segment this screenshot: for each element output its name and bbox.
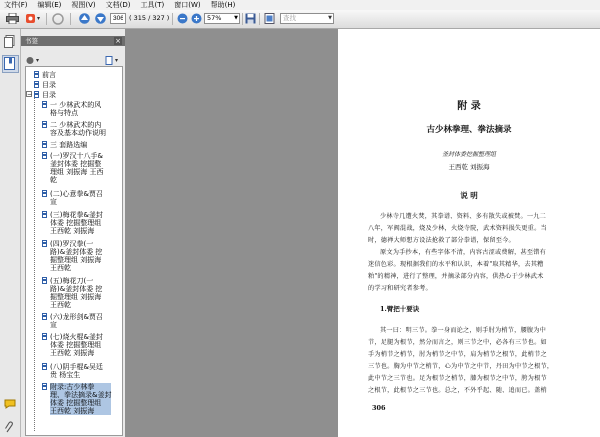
section-heading: 说 明: [460, 191, 478, 200]
toolbar-divider: [172, 13, 173, 25]
bookmark-item[interactable]: [42, 152, 103, 184]
attachments-button[interactable]: [4, 421, 14, 435]
close-icon[interactable]: ×: [115, 37, 121, 45]
bookmark-icon: [42, 101, 47, 108]
paragraph-line: 粕"的精神，进行了整理，并摘录部分内容，供热心于少林武术: [368, 273, 544, 280]
bookmark-item[interactable]: [34, 71, 56, 79]
paragraph-line: 三节也。胸为中节之梢节，心为中节之中节，丹田为中节之根节，: [368, 363, 554, 370]
bookmark-icon: [42, 121, 47, 128]
bookmark-icon: [42, 141, 47, 148]
paperclip-icon: [4, 421, 14, 433]
chevron-down-icon: ▼: [328, 15, 332, 21]
search-placeholder: 查找: [283, 14, 296, 22]
menu-bar: [0, 0, 600, 10]
panel-header: [21, 36, 125, 46]
bookmark-label: 目录: [42, 91, 56, 99]
pages-button[interactable]: [4, 35, 15, 50]
bookmark-item[interactable]: [42, 240, 102, 272]
bookmark-icon: [42, 277, 47, 284]
paragraph-line: 原文为手抄本，有些字体不清，内容古涩或费解，甚至错有: [380, 249, 547, 256]
bookmark-icon: [42, 211, 47, 218]
pages-icon: [4, 35, 15, 48]
bookmark-tree: [25, 66, 123, 436]
bookmark-label: 二 少林武术的内 容及基本动作说明: [50, 121, 106, 137]
bookmark-label: (一)罗汉十八手& 釜封体委 挖掘整 理组 刘振海 王西 乾: [50, 152, 104, 184]
comment-icon: [4, 399, 16, 409]
paragraph-line: 节，足腿为根节，然分而言之，则三节之中，必各有三节也。如: [368, 339, 547, 346]
toolbar: [0, 10, 600, 29]
paragraph-line: 八年，军阀混战，烧及少林，火烧寺院，武术资料损失更重。当: [368, 225, 547, 232]
comments-button[interactable]: [4, 399, 16, 411]
subsection-heading: 1.臂把十要诀: [380, 305, 420, 313]
paragraph-line: 时，德禅大师想方设法抢救了部分拳谱，保留至今。: [368, 237, 515, 244]
bookmark-icon: [34, 71, 39, 78]
fit-page-icon: [264, 13, 275, 24]
bookmark-item[interactable]: [42, 363, 103, 379]
bookmark-label: 前言: [42, 71, 56, 79]
menu-view[interactable]: 视图(V): [71, 1, 96, 9]
bookmark-item-selected[interactable]: [42, 383, 111, 415]
bookmark-label: (五)梅花刀(一 路)&釜封体委 挖 掘整理组 刘振海 王西乾: [50, 277, 103, 309]
arrow-up-icon: [79, 13, 90, 24]
search-input[interactable]: [280, 13, 334, 24]
zoom-out-button[interactable]: [176, 12, 189, 25]
bookmark-item[interactable]: [34, 81, 56, 89]
paragraph-line: 迷信色彩。现根据我们的水平和认识，本着"取其精华，去其糟: [368, 261, 544, 268]
bookmark-icon: [42, 190, 47, 197]
bookmark-item[interactable]: [42, 211, 103, 235]
paragraph-line: 的学习和研究者参考。: [368, 285, 432, 292]
bookmark-label: (七)烧火棍&釜封 体委 挖掘整理组 王西乾 刘振海: [50, 333, 103, 357]
bookmark-label: 附录:古少林拳 理、拳法摘录&釜封 体委 挖掘整理组 王西乾 刘振海: [50, 383, 112, 415]
bookmark-label: (三)梅花拳&釜封 体委 挖掘整理组 王西乾 刘振海: [50, 211, 103, 235]
paragraph-line: 手为梢节之梢节，肘为梢节之中节，肩为梢节之根节，此梢节之: [368, 351, 547, 358]
bookmark-icon: [42, 383, 47, 390]
page-count-label: ( 315 / 327 ): [129, 14, 170, 22]
paragraph-line: 之根节，此根节之三节也。总之，不外乎起、随、追而已。盖梢: [368, 387, 547, 394]
toolbar-divider: [242, 13, 243, 25]
bookmark-item[interactable]: [42, 121, 106, 137]
bookmarks-panel: [21, 29, 125, 437]
organization-line: 釜封体委挖掘整理组: [441, 151, 496, 158]
zoom-out-icon: [177, 13, 188, 24]
sync-button[interactable]: [50, 12, 66, 25]
menu-window[interactable]: 窗口(W): [174, 1, 201, 9]
paragraph-line: 少林寺几遭火焚，其拳谱、资料、多有散失或被焚。一九二: [380, 213, 547, 220]
options-icon: [26, 56, 40, 65]
share-button[interactable]: [24, 12, 42, 25]
bookmark-item[interactable]: [42, 101, 101, 117]
bookmark-label: (六)龙形剑&贾召 宣: [50, 313, 103, 329]
bookmark-label: 一 少林武术的风 格与特点: [50, 101, 102, 117]
authors-line: 王西乾 刘振海: [448, 163, 490, 171]
menu-edit[interactable]: 编辑(E): [37, 1, 62, 9]
print-button[interactable]: [4, 12, 20, 25]
printer-icon: [6, 13, 19, 24]
bookmark-label: (四)罗汉拳(一 路)&釜封体委 挖 掘整理组 刘振海 王西乾: [50, 240, 103, 272]
bookmark-icon: [34, 91, 39, 98]
bookmark-item[interactable]: [42, 141, 87, 149]
navigation-rail: [0, 29, 21, 437]
menu-document[interactable]: 文档(D): [105, 1, 131, 9]
bookmark-tree-guide: [34, 91, 36, 431]
menu-help[interactable]: 帮助(H): [210, 1, 236, 9]
new-bookmark-icon: [105, 56, 119, 65]
paragraph-line: 此中节之三节也。足为根节之梢节，膝为根节之中节，胯为根节: [368, 375, 547, 382]
bookmark-item[interactable]: [26, 91, 56, 99]
bookmark-icon: [42, 313, 47, 320]
bookmark-item[interactable]: [42, 333, 103, 357]
menu-tools[interactable]: 工具(T): [140, 1, 165, 9]
bookmark-item[interactable]: [42, 277, 102, 309]
bookmark-icon: [42, 240, 47, 247]
save-button[interactable]: [244, 12, 257, 25]
toolbar-divider: [46, 13, 47, 25]
paragraph-line: 其一曰：明三节。拳一身而论之，则手肘为梢节，腰腹为中: [380, 327, 547, 334]
appendix-heading: 附 录: [457, 101, 481, 112]
toolbar-divider: [70, 13, 71, 25]
zoom-select[interactable]: [204, 13, 240, 24]
share-icon: [25, 13, 41, 24]
bookmark-label: (八)阴手棍&吴廷 贵 杨宝生: [50, 363, 103, 379]
bookmarks-button[interactable]: [2, 55, 19, 73]
zoom-in-button[interactable]: [190, 12, 203, 25]
chevron-down-icon: ▼: [234, 15, 238, 21]
toolbar-divider: [259, 13, 260, 25]
menu-file[interactable]: 文件(F): [4, 1, 28, 9]
bookmark-item[interactable]: [42, 190, 103, 206]
previous-page-button[interactable]: [78, 12, 91, 25]
bookmark-icon: [42, 333, 47, 340]
panel-title: 书签: [25, 37, 38, 45]
bookmark-label: (二)心意拳&贾召 宣: [50, 190, 103, 206]
collapse-icon[interactable]: −: [27, 91, 33, 98]
fit-page-button[interactable]: [263, 12, 276, 25]
floppy-disk-icon: [245, 13, 256, 24]
zoom-in-icon: [191, 13, 202, 24]
bookmark-icon: [42, 152, 47, 159]
next-page-button[interactable]: [94, 12, 107, 25]
bookmark-label: 三 套路选编: [50, 141, 88, 149]
bookmark-icon: [42, 363, 47, 370]
zoom-value: 57%: [207, 14, 222, 22]
arrow-down-icon: [95, 13, 106, 24]
bookmark-panel-icon: [4, 57, 17, 71]
bookmark-icon: [34, 81, 39, 88]
pdf-page: [338, 29, 600, 437]
bookmark-item[interactable]: [42, 313, 103, 329]
chapter-title: 古少林拳理、拳法摘录: [426, 125, 512, 135]
page-number: 306: [372, 404, 386, 412]
bookmark-label: 目录: [42, 81, 56, 89]
page-number-input[interactable]: [110, 13, 126, 24]
sync-icon: [52, 13, 64, 25]
